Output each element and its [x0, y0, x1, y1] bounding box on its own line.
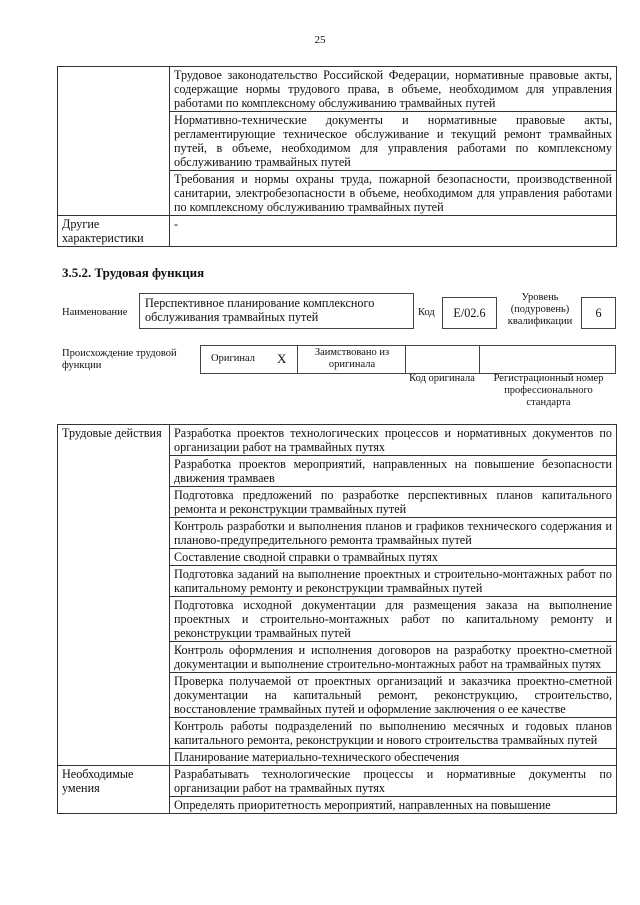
- knowledge-label-cell: [58, 67, 170, 216]
- skills-label: Необходимые умения: [58, 766, 170, 814]
- action-item: Контроль оформления и исполнения договоров на разработку проектно-сметной документации и выполнение строительно-монтажных работ на трамвайных путях: [170, 642, 617, 673]
- reg-number-caption: Регистрационный номер профессионального стандарта: [493, 373, 604, 408]
- code-original-box: [405, 345, 480, 374]
- action-item: Разработка проектов технологических процессов и нормативных документов по организации работ на трамвайных путях: [170, 425, 617, 456]
- name-value-box: [139, 293, 414, 329]
- actions-label: Трудовые действия: [58, 425, 170, 766]
- action-item: Проверка получаемой от проектных организаций и заказчика проектно-сметной документации на капитальный ремонт, реконструкцию, строительство, восстановление трамвайных путей и оформление заключения о ее качестве: [170, 673, 617, 718]
- knowledge-row: Требования и нормы охраны труда, пожарной безопасности, производственной санитарии, электробезопасности в объеме, необходимом для управления работами по комплексному обслуживанию трамвайных путей: [170, 171, 617, 216]
- knowledge-row: Трудовое законодательство Российской Федерации, нормативные правовые акты, содержащие нормы трудового права, в объеме, необходимом для управления работами по комплексному обслуживанию трамвайных путей: [170, 67, 617, 112]
- skill-item: Разрабатывать технологические процессы и нормативные документы по организации работ на трамвайных путях: [170, 766, 617, 797]
- reg-number-box: [479, 345, 616, 374]
- original-label: Оригинал: [211, 353, 255, 364]
- action-item: Контроль работы подразделений по выполнению месячных и годовых планов капитального ремонта, реконструкции и нового строительства трамвайных путей: [170, 718, 617, 749]
- section-title: 3.5.2. Трудовая функция: [62, 265, 205, 280]
- action-item: Разработка проектов мероприятий, направленных на повышение безопасности движения трамваев: [170, 456, 617, 487]
- original-mark: X: [277, 351, 287, 366]
- code-value-box: [442, 297, 497, 329]
- page-number: 25: [314, 34, 326, 46]
- knowledge-table: [57, 66, 617, 247]
- action-item: Составление сводной справки о трамвайных путях: [170, 549, 617, 566]
- name-value: Перспективное планирование комплексного обслуживания трамвайных путей: [145, 296, 375, 324]
- action-item: Контроль разработки и выполнения планов и графиков технического содержания и планово-предупредительного ремонта трамвайных путей: [170, 518, 617, 549]
- code-label: Код: [418, 307, 435, 318]
- original-box: [200, 345, 298, 374]
- code-value: E/02.6: [453, 306, 486, 320]
- actions-table: [57, 424, 617, 814]
- skill-item: Определять приоритетность мероприятий, направленных на повышение: [170, 797, 617, 814]
- other-characteristics-label: Другие характеристики: [58, 216, 170, 247]
- borrowed-label: Заимствовано из оригинала: [314, 347, 390, 370]
- level-value: 6: [595, 306, 602, 320]
- level-label: Уровень (подуровень) квалификации: [507, 292, 573, 327]
- name-label: Наименование: [62, 307, 128, 318]
- origin-label: Происхождение трудовой функции: [62, 348, 177, 371]
- level-value-box: [581, 297, 616, 329]
- action-item: Подготовка исходной документации для размещения заказа на выполнение проектных и строительно-монтажных работ по капитальному ремонту и реконструкции трамвайных путей: [170, 597, 617, 642]
- action-item: Планирование материально-технического обеспечения: [170, 749, 617, 766]
- other-characteristics-value: -: [170, 216, 617, 247]
- knowledge-row: Нормативно-технические документы и нормативные правовые акты, регламентирующие техническое обслуживание и текущий ремонт трамвайных путей, в объеме, необходимом для управления работами по комплексному обслуживанию трамвайных путей: [170, 112, 617, 171]
- code-original-caption: Код оригинала: [409, 373, 475, 384]
- action-item: Подготовка предложений по разработке перспективных планов капитального ремонта и реконструкции трамвайных путей: [170, 487, 617, 518]
- borrowed-box: [297, 345, 406, 374]
- action-item: Подготовка заданий на выполнение проектных и строительно-монтажных работ по капитальному ремонту и реконструкции трамвайных путей: [170, 566, 617, 597]
